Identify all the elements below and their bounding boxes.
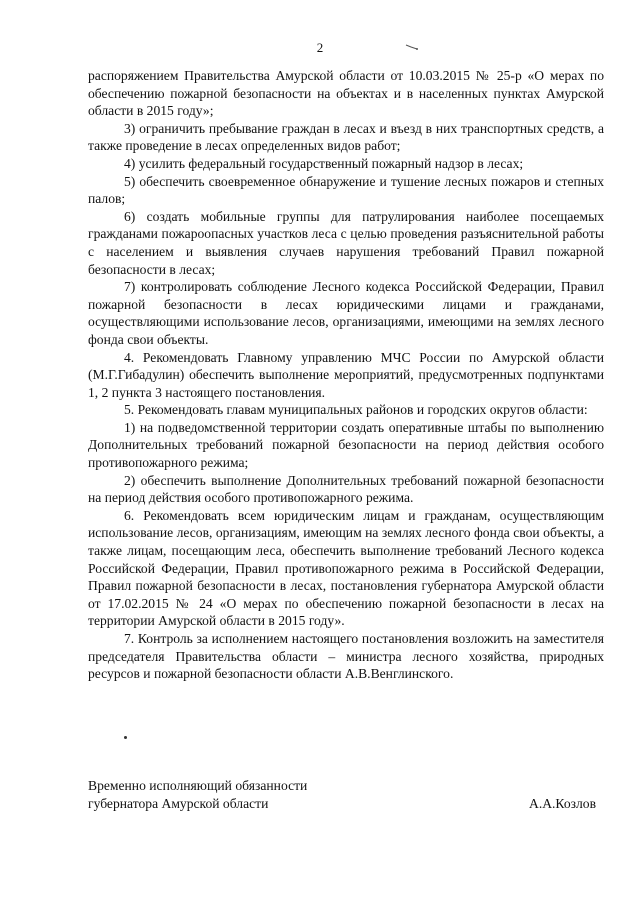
signature-block [88,777,604,813]
paragraph-continuation: распоряжением Правительства Амурской области от 10.03.2015 № 25-р «О мерах по обеспечению пожарной безопасности на объектах и в населенных пунктах Амурской области в 2015 году»; [88,68,604,119]
paragraph-point-7: 7. Контроль за исполнением настоящего постановления возложить на заместителя председателя Правительства области – министра лесного хозяйства, природных ресурсов и пожарной безопасности области А.В.Венглинского. [88,631,604,682]
paragraph-point-4: 4. Рекомендовать Главному управлению МЧС России по Амурской области (М.Г.Гибадулин) обеспечить выполнение мероприятий, предусмотренных подпунктами 1, 2 пункта 3 настоящего постановления. [88,349,604,400]
scan-dot-mark [124,736,127,739]
paragraph-item-5-2: 2) обеспечить выполнение Дополнительных требований пожарной безопасности на период действия особого противопожарного режима. [88,472,604,506]
document-body [88,67,604,683]
paragraph-item-3-3: 3) ограничить пребывание граждан в лесах и въезд в них транспортных средств, а также проведение в лесах определенных видов работ; [88,120,604,154]
signature-last-line [88,795,604,813]
scan-artifact-mark [405,44,419,50]
paragraph-item-5-1: 1) на подведомственной территории создать оперативные штабы по выполнению Дополнительных требований пожарной безопасности на период действия особого противопожарного режима; [88,419,604,471]
signatory-position-line2: губернатора Амурской области [88,796,269,811]
paragraph-point-6: 6. Рекомендовать всем юридическим лицам и гражданам, осуществляющим использование лесов, организациям, имеющим на землях лесного фонда свои объекты, а также лицам, посещающим леса, обеспечить выполнение требований Лесного кодекса Российской Федерации, Правил противопожарного режима в Российской Федерации, Правил пожарной безопасности в лесах, постановления губернатора Амурской области от 17.02.2015 № 24 «О мерах по обеспечению пожарной безопасности в лесах на территории Амурской области в 2015 году». [88,507,604,629]
paragraph-point-5: 5. Рекомендовать главам муниципальных районов и городских округов области: [124,402,588,418]
paragraph-item-3-4: 4) усилить федеральный государственный пожарный надзор в лесах; [124,155,524,171]
signatory-name: А.А.Козлов [529,796,596,811]
paragraph-item-3-6: 6) создать мобильные группы для патрулирования наиболее посещаемых гражданами пожароопасных участков леса с целью проведения разъяснительной работы с населением и выявления случаев нарушения требований Правил пожарной безопасности в лесах; [88,208,604,277]
paragraph-item-3-7: 7) контролировать соблюдение Лесного кодекса Российской Федерации, Правил пожарной безопасности в лесах юридическими лицами и гражданами, осуществляющими использование лесов, организациями, имеющими на землях лесного фонда свои объекты. [88,279,604,347]
signatory-position-line1: Временно исполняющий обязанности [88,778,308,793]
paragraph-item-3-5: 5) обеспечить своевременное обнаружение и тушение лесных пожаров и степных палов; [88,173,604,207]
page-number: 2 [316,40,324,55]
